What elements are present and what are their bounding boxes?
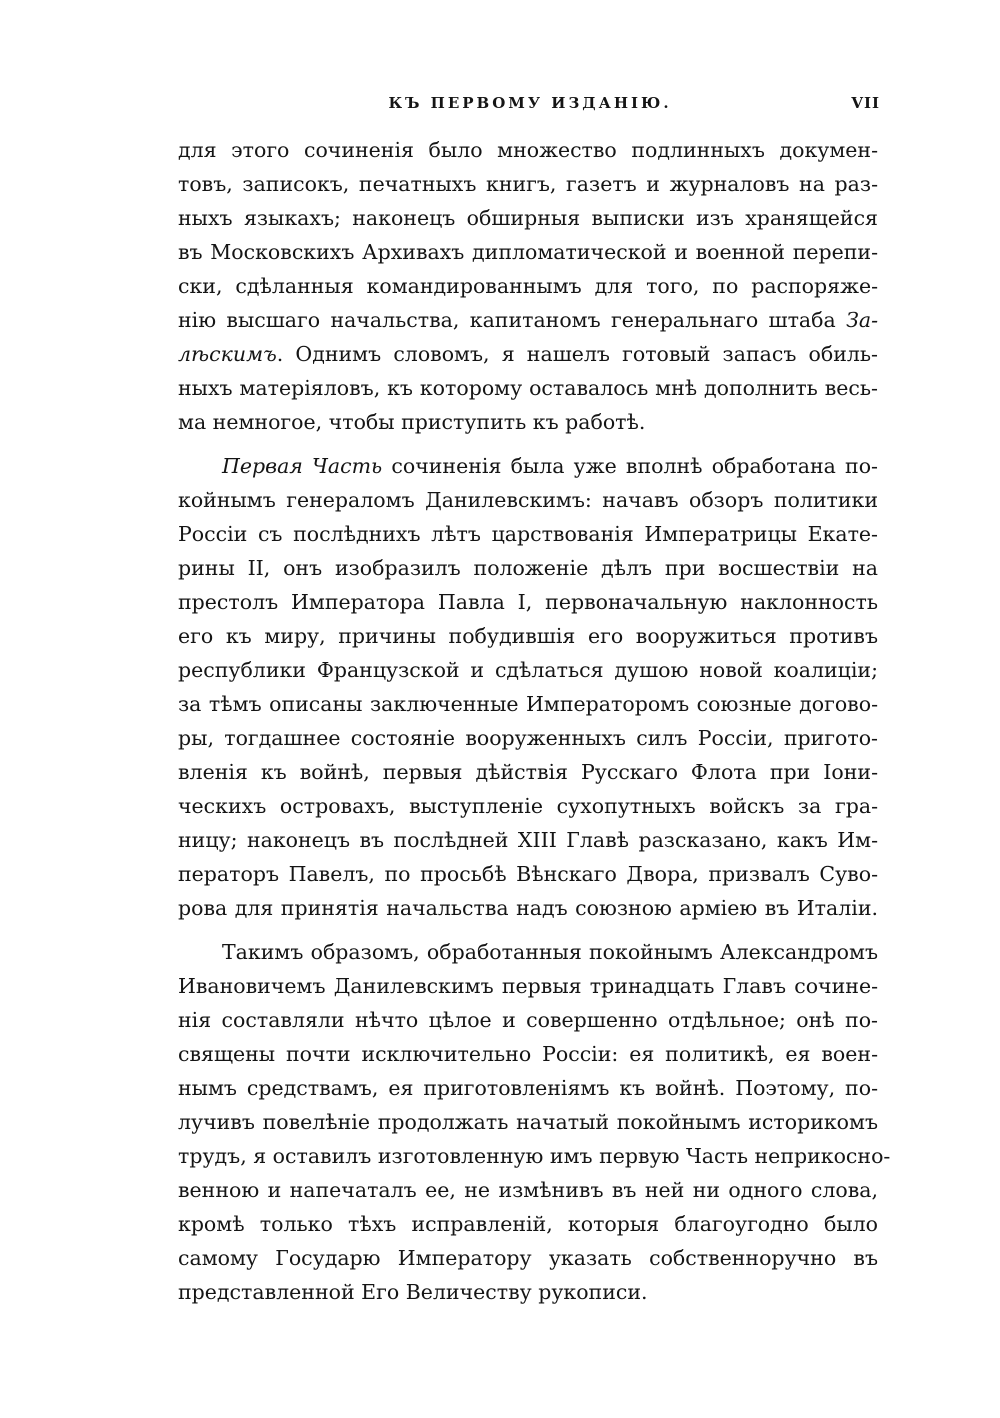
text-line: ски, сдѣланныя командированнымъ для того, по распоряже-: [178, 274, 878, 298]
running-title: КЪ ПЕРВОМУ ИЗДАНІЮ.: [388, 94, 672, 112]
text-line: ры, тогдашнее состояніе вооруженныхъ силъ Россіи, пригото-: [178, 726, 878, 750]
text-line: за тѣмъ описаны заключенные Императоромъ союзные догово-: [178, 692, 878, 716]
page-number: VII: [851, 94, 880, 112]
text-line: ныхъ матеріяловъ, къ которому оставалось мнѣ дополнить весь-: [178, 376, 878, 400]
paragraph-1: [178, 133, 878, 439]
paragraph-2: [178, 449, 878, 925]
text-line: [178, 449, 878, 483]
text-line: койнымъ генераломъ Данилевскимъ: начавъ обзоръ политики: [178, 488, 878, 512]
italic-name: лѣскимъ: [178, 342, 277, 366]
text-line: нымъ средствамъ, ея приготовленіямъ къ войнѣ. Поэтому, по-: [178, 1076, 878, 1100]
text-line: товъ, записокъ, печатныхъ книгъ, газетъ и журналовъ на раз-: [178, 172, 878, 196]
text-line: его къ миру, причины побудившія его вооружиться противъ: [178, 624, 878, 648]
text-line: [178, 303, 878, 337]
text-line: самому Государю Императору указать собственноручно въ: [178, 1246, 878, 1270]
text-line: въ Московскихъ Архивахъ дипломатической и военной перепи-: [178, 240, 878, 264]
text-line: ма немногое, чтобы приступить къ работѣ.: [178, 410, 646, 434]
text-line: ницу; наконецъ въ послѣдней XIII Главѣ разсказано, какъ Им-: [178, 828, 878, 852]
text-line: [178, 337, 878, 371]
text-line: венною и напечаталъ ее, не измѣнивъ въ ней ни одного слова,: [178, 1178, 878, 1202]
text-line: престолъ Императора Павла I, первоначальную наклонность: [178, 590, 878, 614]
text-line: вленія къ войнѣ, первыя дѣйствія Русскаго Флота при Іони-: [178, 760, 878, 784]
paragraph-3: [178, 935, 891, 1309]
text-line: ческихъ островахъ, выступленіе сухопутныхъ войскъ за гра-: [178, 794, 878, 818]
text-line: трудъ, я оставилъ изготовленную имъ первую Часть неприкосно-: [178, 1144, 891, 1168]
text-segment: сочиненія была уже вполнѣ обработана по-: [382, 454, 878, 478]
text-line: кромѣ только тѣхъ исправленій, которыя благоугодно было: [178, 1212, 878, 1236]
text-line: Такимъ образомъ, обработанныя покойнымъ Александромъ: [222, 940, 878, 964]
text-line: священы почти исключительно Россіи: ея политикѣ, ея воен-: [178, 1042, 878, 1066]
text-block: [178, 133, 891, 1309]
italic-name: За-: [846, 308, 878, 332]
text-line: республики Французской и сдѣлаться душою новой коалиціи;: [178, 658, 878, 682]
text-line: ператоръ Павелъ, по просьбѣ Вѣнскаго Двора, призвалъ Суво-: [178, 862, 878, 886]
text-line: Россіи съ послѣднихъ лѣтъ царствованія Императрицы Екате-: [178, 522, 878, 546]
text-line: ныхъ языкахъ; наконецъ обширныя выписки изъ хранящейся: [178, 206, 878, 230]
text-line: нія составляли нѣчто цѣлое и совершенно отдѣльное; онѣ по-: [178, 1008, 878, 1032]
text-segment: . Однимъ словомъ, я нашелъ готовый запасъ обиль-: [276, 342, 878, 366]
text-segment: нію высшаго начальства, капитаномъ генеральнаго штаба: [178, 308, 847, 332]
italic-phrase: Первая Часть: [222, 454, 383, 478]
text-line: для этого сочиненія было множество подлинныхъ докумен-: [178, 138, 878, 162]
text-line: Ивановичемъ Данилевскимъ первыя тринадцать Главъ сочине-: [178, 974, 878, 998]
text-line: рины II, онъ изобразилъ положеніе дѣлъ при восшествіи на: [178, 556, 878, 580]
text-line: представленной Его Величеству рукописи.: [178, 1280, 648, 1304]
text-line: лучивъ повелѣніе продолжать начатый покойнымъ историкомъ: [178, 1110, 878, 1134]
running-head: [180, 88, 880, 118]
text-line: рова для принятія начальства надъ союзною арміею въ Италіи.: [178, 896, 878, 920]
